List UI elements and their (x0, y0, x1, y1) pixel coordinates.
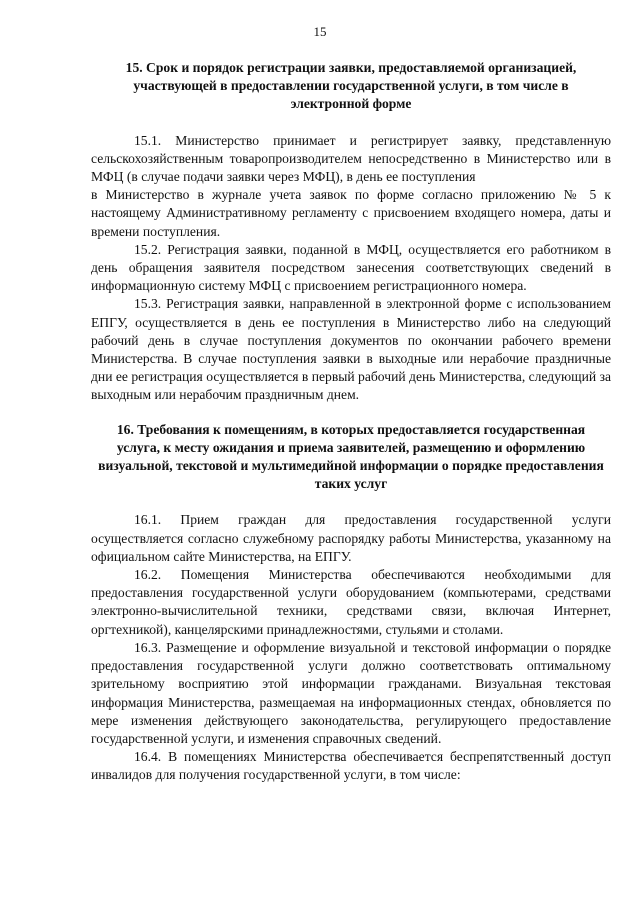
section-15-paragraph-2: 15.2. Регистрация заявки, поданной в МФЦ, осуществляется его работником в день обращения заявителя посредством занесения соответствующих сведений в информационную систему МФЦ с присвоением регистрационного номера. (91, 241, 611, 294)
section-16-paragraph-2: 16.2. Помещения Министерства обеспечиваются необходимыми для предоставления государственной услуги оборудованием (компьютерами, средствами электронно-вычислительной техники, средствами связи, включая Интернет, оргтехникой), канцелярскими принадлежностями, стульями и столами. (91, 567, 611, 637)
section-15-paragraph-1-continuation: в Министерство в журнале учета заявок по форме согласно приложению № 5 к настоящему Административному регламенту с присвоением входящего номера, даты и времени поступления. (91, 187, 611, 239)
section-16-paragraph-4: 16.4. В помещениях Министерства обеспечивается беспрепятственный доступ инвалидов для получения государственной услуги, в том числе: (91, 749, 611, 783)
page-number: 15 (313, 24, 327, 39)
section-16-heading: 16. Требования к помещениям, в которых предоставляется государственная услуга, к месту ожидания и приема заявителей, размещению и оформлению визуальной, текстовой и мультимедийной информации о порядке предоставления таких услуг (98, 421, 604, 492)
section-15-heading: 15. Срок и порядок регистрации заявки, предоставляемой организацией, участвующей в предоставлении государственной услуги, в том числе в электронной форме (125, 60, 577, 112)
section-15-paragraph-1: 15.1. Министерство принимает и регистрирует заявку, представленную сельскохозяйственным товаропроизводителем непосредственно в Министерство или в МФЦ (в случае подачи заявки через МФЦ), в день ее поступления (91, 132, 611, 185)
page-content (91, 59, 611, 785)
section-16-paragraph-1: 16.1. Прием граждан для предоставления государственной услуги осуществляется согласно служебному распорядку работы Министерства, указанному на официальном сайте Министерства, на ЕПГУ. (91, 512, 611, 564)
section-16-paragraph-3: 16.3. Размещение и оформление визуальной и текстовой информации о порядке предоставления государственной услуги должно соответствовать оптимальному зрительному восприятию этой информации гражданами. Визуальная текстовая информация Министерства, размещаемая на информационных стендах, обновляется по мере изменения действующего законодательства, регулирующего предоставление государственной услуги, и изменения справочных сведений. (91, 639, 611, 746)
section-15-paragraph-3: 15.3. Регистрация заявки, направленной в электронной форме с использованием ЕПГУ, осуществляется в день ее поступления в Министерство либо на следующий рабочий день в случае поступления документов по окончании рабочего времени Министерства. В случае поступления заявки в выходные или нерабочие праздничные дни ее регистрация осуществляется в первый рабочий день Министерства, следующий за выходным или нерабочим праздничным днем. (91, 296, 611, 403)
